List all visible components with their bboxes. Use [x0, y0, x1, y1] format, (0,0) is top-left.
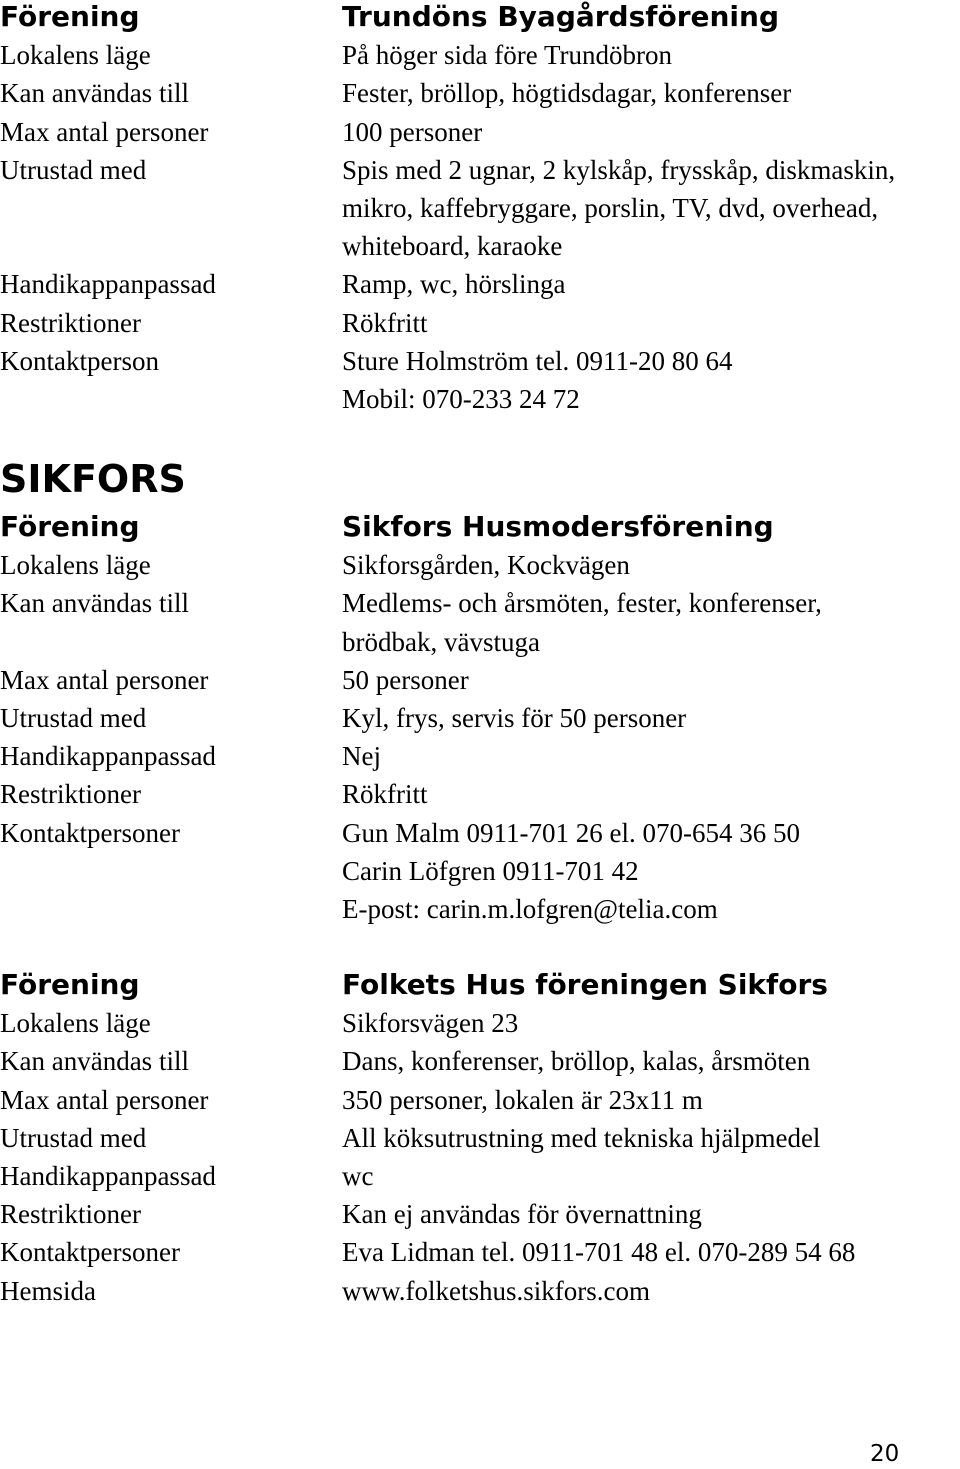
field-value — [342, 584, 960, 660]
field-value-line: Rökfritt — [342, 779, 428, 810]
field-value-line: Sikforsgården, Kockvägen — [342, 550, 630, 581]
field-value — [342, 775, 960, 813]
info-row — [0, 342, 960, 418]
association-name-row — [0, 966, 960, 1004]
field-label: Max antal personer — [0, 1084, 209, 1115]
field-value — [342, 1157, 960, 1195]
info-row — [0, 1081, 960, 1119]
field-value — [342, 966, 960, 1004]
info-row — [0, 1195, 960, 1233]
field-value — [342, 814, 960, 929]
field-value-line: Mobil: 070-233 24 72 — [342, 384, 580, 415]
field-value — [342, 113, 960, 151]
page-number: 20 — [870, 1441, 900, 1467]
field-value — [342, 1119, 960, 1157]
association-name: Folkets Hus föreningen Sikfors — [342, 968, 828, 1001]
field-value-line: Kyl, frys, servis för 50 personer — [342, 703, 687, 734]
entry-trundon-byagardsforening — [0, 0, 960, 418]
association-name-row — [0, 508, 960, 546]
field-value — [342, 342, 960, 418]
info-row — [0, 1042, 960, 1080]
field-label: Restriktioner — [0, 779, 141, 810]
field-value-line: Eva Lidman tel. 0911-701 48 el. 070-289 54 68 — [342, 1237, 856, 1268]
field-value-line: Medlems- och årsmöten, fester, konferenser, — [342, 588, 822, 619]
info-row — [0, 814, 960, 929]
field-value-line: Fester, bröllop, högtidsdagar, konferenser — [342, 78, 792, 109]
field-value-line: E-post: carin.m.lofgren@telia.com — [342, 894, 718, 925]
field-value-line: Gun Malm 0911-701 26 el. 070-654 36 50 — [342, 817, 800, 848]
info-row — [0, 1233, 960, 1271]
info-row — [0, 113, 960, 151]
association-name: Sikfors Husmodersförening — [342, 510, 774, 543]
field-value — [342, 36, 960, 74]
field-value-line: Nej — [342, 741, 381, 772]
field-value-line: www.folketshus.sikfors.com — [342, 1275, 650, 1306]
field-label: Lokalens läge — [0, 1008, 151, 1039]
field-value-line: Dans, konferenser, bröllop, kalas, årsmöten — [342, 1046, 811, 1077]
info-row — [0, 36, 960, 74]
info-row — [0, 775, 960, 813]
field-value-line: whiteboard, karaoke — [342, 231, 563, 262]
field-label: Kan användas till — [0, 1046, 189, 1077]
field-value — [342, 699, 960, 737]
field-value — [342, 1004, 960, 1042]
field-label: Handikappanpassad — [0, 1161, 216, 1192]
field-value-line: På höger sida före Trundöbron — [342, 40, 672, 71]
field-label: Restriktioner — [0, 1199, 141, 1230]
field-label: Utrustad med — [0, 154, 147, 185]
field-value-line: 350 personer, lokalen är 23x11 m — [342, 1084, 703, 1115]
field-value-line: 100 personer — [342, 116, 483, 147]
field-value-line: Kan ej användas för övernattning — [342, 1199, 702, 1230]
field-value-line: Ramp, wc, hörslinga — [342, 269, 566, 300]
field-value-line: Sture Holmström tel. 0911-20 80 64 — [342, 345, 733, 376]
field-label: Kan användas till — [0, 588, 189, 619]
info-row — [0, 74, 960, 112]
info-row — [0, 584, 960, 660]
association-name-row — [0, 0, 960, 36]
field-label: Handikappanpassad — [0, 741, 216, 772]
field-value-line: brödbak, vävstuga — [342, 626, 540, 657]
field-value — [342, 74, 960, 112]
field-value — [342, 1195, 960, 1233]
info-row — [0, 304, 960, 342]
info-row — [0, 661, 960, 699]
info-row — [0, 699, 960, 737]
info-row — [0, 546, 960, 584]
info-row — [0, 1157, 960, 1195]
field-value-line: All köksutrustning med tekniska hjälpmedel — [342, 1122, 821, 1153]
field-value-line: Spis med 2 ugnar, 2 kylskåp, frysskåp, diskmaskin, — [342, 154, 896, 185]
field-value — [342, 546, 960, 584]
field-label: Kontaktpersoner — [0, 817, 180, 848]
field-label: Utrustad med — [0, 703, 147, 734]
info-row — [0, 151, 960, 266]
field-value-line: wc — [342, 1161, 374, 1192]
field-value — [342, 265, 960, 303]
field-label: Kan användas till — [0, 78, 189, 109]
info-row — [0, 265, 960, 303]
info-row — [0, 1119, 960, 1157]
field-value — [342, 1042, 960, 1080]
field-label: Kontaktperson — [0, 345, 159, 376]
field-label: Lokalens läge — [0, 550, 151, 581]
entry-folkets-hus-sikfors — [0, 966, 960, 1310]
info-row — [0, 1272, 960, 1310]
field-label: Max antal personer — [0, 116, 209, 147]
field-value-line: Rökfritt — [342, 307, 428, 338]
section-heading-sikfors: SIKFORS — [0, 457, 186, 501]
field-value — [342, 1233, 960, 1271]
field-value-line: Carin Löfgren 0911-701 42 — [342, 855, 639, 886]
field-label: Hemsida — [0, 1275, 96, 1306]
field-label: Max antal personer — [0, 664, 209, 695]
field-label: Lokalens läge — [0, 40, 151, 71]
info-row — [0, 737, 960, 775]
field-label: Handikappanpassad — [0, 269, 216, 300]
field-label: Utrustad med — [0, 1122, 147, 1153]
field-label: Förening — [0, 968, 140, 1001]
field-label: Kontaktpersoner — [0, 1237, 180, 1268]
field-value — [342, 151, 960, 266]
field-value-line: mikro, kaffebryggare, porslin, TV, dvd, overhead, — [342, 193, 879, 224]
field-value — [342, 508, 960, 546]
info-row — [0, 1004, 960, 1042]
field-value-line: 50 personer — [342, 664, 469, 695]
field-value — [342, 0, 960, 36]
field-label: Förening — [0, 510, 140, 543]
association-name: Trundöns Byagårdsförening — [342, 0, 779, 33]
field-value — [342, 304, 960, 342]
field-label: Förening — [0, 0, 140, 33]
entry-sikfors-husmodersforening — [0, 508, 960, 928]
field-value — [342, 1081, 960, 1119]
field-value — [342, 1272, 960, 1310]
field-value — [342, 661, 960, 699]
field-value — [342, 737, 960, 775]
field-value-line: Sikforsvägen 23 — [342, 1008, 519, 1039]
field-label: Restriktioner — [0, 307, 141, 338]
